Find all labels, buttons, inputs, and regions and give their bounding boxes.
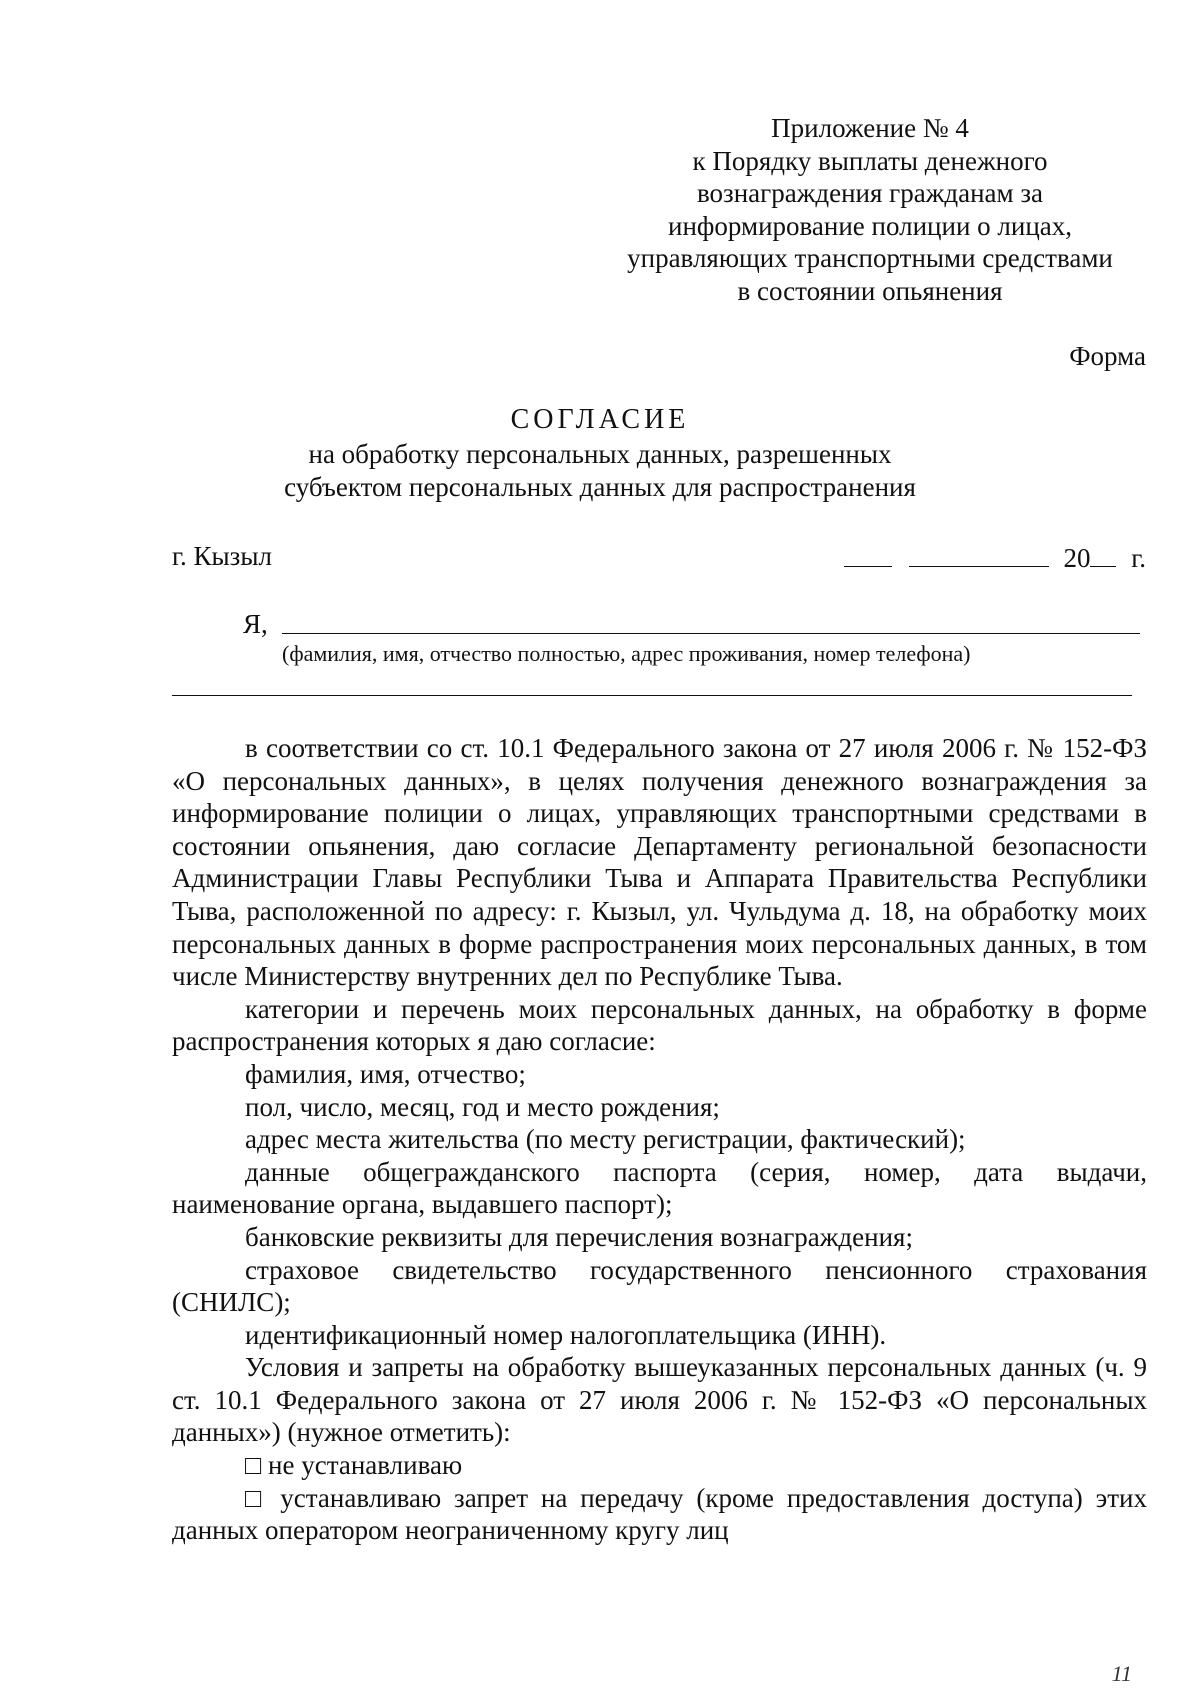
document-title: СОГЛАСИЕ: [510, 404, 690, 435]
declarant-hint: (фамилия, имя, отчество полностью, адрес проживания, номер телефона): [282, 641, 971, 666]
consent-body: [172, 732, 1147, 1547]
conditions-paragraph: Условия и запреты на обработку вышеуказанных персональных данных (ч. 9 ст. 10.1 Федерального закона от 27 июля 2006 г. № 152-ФЗ «О персональных данных») (нужное отметить):: [172, 1352, 1147, 1448]
month-blank[interactable]: [909, 540, 1049, 567]
data-category-item: банковские реквизиты для перечисления вознаграждения;: [245, 1221, 913, 1252]
declarant-prefix: Я,: [243, 609, 268, 639]
form-label: Форма: [1069, 341, 1146, 371]
data-category-item: фамилия, имя, отчество;: [245, 1058, 526, 1089]
annex-line: управляющих транспортными средствами: [627, 243, 1113, 273]
option-not-set[interactable]: □ не устанавливаю: [245, 1450, 463, 1481]
data-category-item: адрес места жительства (по месту регистрации, фактический);: [245, 1124, 966, 1155]
annex-line: к Порядку выплаты денежного: [692, 145, 1048, 176]
data-category-item: данные общегражданского паспорта (серия, номер, дата выдачи, наименование органа, выдавшего паспорт);: [172, 1156, 1147, 1220]
date-field: [844, 540, 1146, 574]
year-blank[interactable]: [1090, 540, 1116, 567]
option-set-prohibition[interactable]: □ устанавливаю запрет на передачу (кроме предоставления доступа) этих данных оператором неограниченному кругу лиц: [172, 1482, 1147, 1546]
day-blank[interactable]: [844, 540, 892, 567]
annex-line: Приложение № 4: [771, 113, 969, 143]
data-category-item: пол, число, месяц, год и место рождения;: [245, 1091, 720, 1122]
subtitle-line-2: субъектом персональных данных для распространения: [284, 472, 916, 502]
consent-paragraph: в соответствии со ст. 10.1 Федерального закона от 27 июля 2006 г. № 152-ФЗ «О персональных данных», в целях получения денежного вознаграждения за информирование полиции о лицах, управляющих транспортными средствами в состоянии опьянения, даю согласие Департаменту региональной безопасности Администрации Главы Республики Тыва и Аппарата Правительства Республики Тыва, расположенной по адресу: г. Кызыл, ул. Чульдума д. 18, на обработку моих персональных данных в форме распространения моих персональных данных, в том числе Министерству внутренних дел по Республике Тыва.: [172, 733, 1147, 992]
annex-header: [620, 112, 1120, 307]
page-mark: 11: [1111, 1661, 1132, 1686]
subtitle-line-1: на обработку персональных данных, разрешенных: [308, 439, 892, 469]
data-category-item: идентификационный номер налогоплательщика (ИНН).: [245, 1319, 887, 1350]
place-of-signing: г. Кызыл: [172, 541, 272, 571]
data-category-item: страховое свидетельство государственного пенсионного страхования (СНИЛС);: [172, 1254, 1147, 1318]
year-prefix: 20: [1063, 543, 1091, 573]
annex-line: в состоянии опьянения: [737, 275, 1003, 306]
year-suffix: г.: [1131, 543, 1146, 573]
declarant-name-blank[interactable]: [282, 633, 1140, 634]
declarant-extra-blank[interactable]: [172, 695, 1132, 696]
annex-line: вознаграждения гражданам за: [696, 178, 1044, 208]
document-subtitle: [260, 438, 940, 504]
annex-line: информирование полиции о лицах,: [668, 210, 1072, 241]
consent-paragraph: категории и перечень моих персональных данных, на обработку в форме распространения которых я даю согласие:: [172, 993, 1147, 1057]
